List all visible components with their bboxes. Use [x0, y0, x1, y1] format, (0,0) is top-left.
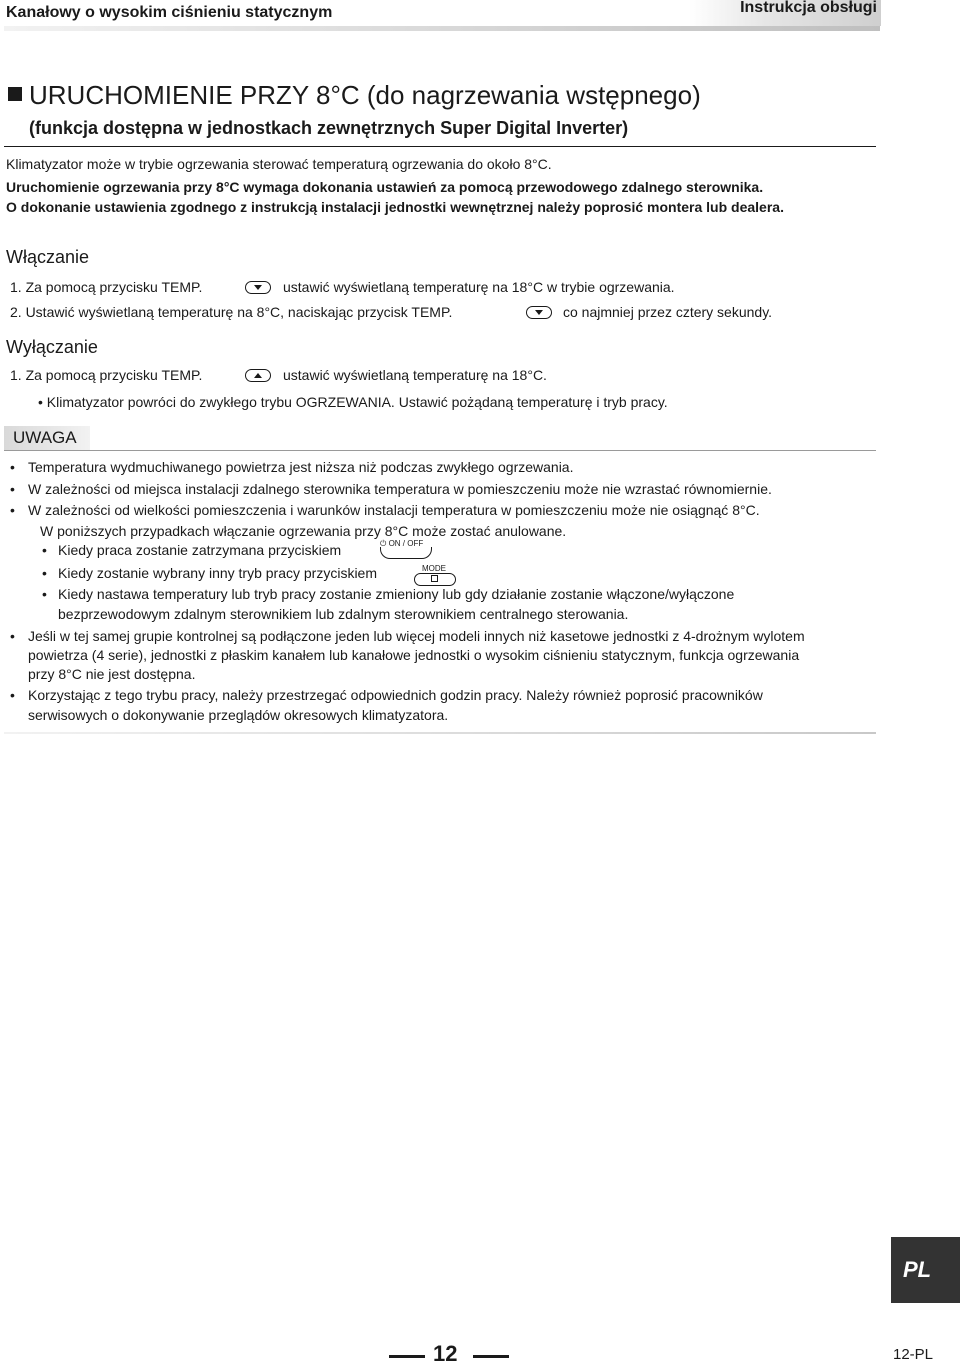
- note-sub-3-line-1: Kiedy nastawa temperatury lub tryb pracy zostanie zmieniony lub gdy działanie zostanie włączone/wyłączone: [58, 586, 735, 602]
- note-bullet-3: W zależności od wielkości pomieszczenia i warunków instalacji temperatura w pomieszczeniu może nie osiągnąć 8°C.: [28, 502, 760, 518]
- bullet-dot: •: [42, 565, 47, 581]
- header-manual-type: [689, 0, 881, 26]
- down-arrow-icon: [535, 310, 543, 315]
- note-bullet-5-line-2: serwisowych o dokonywanie przeglądów okresowych klimatyzatora.: [28, 707, 449, 723]
- disable-heading: Wyłączanie: [6, 337, 98, 357]
- bullet-dot: •: [42, 542, 47, 558]
- section-end-rule: [4, 732, 876, 734]
- intro-line-3: O dokonanie ustawienia zgodnego z instrukcją instalacji jednostki wewnętrznej należy poprosić montera lub dealera.: [6, 199, 784, 215]
- note-cancel-intro: W poniższych przypadkach włączanie ogrzewania przy 8°C może zostać anulowane.: [40, 523, 567, 539]
- header-manual-type-label: Instrukcja obsługi: [740, 0, 877, 16]
- page-code: 12-PL: [893, 1346, 934, 1363]
- note-bullet-1: Temperatura wydmuchiwanego powietrza jest niższa niż podczas zwykłego ogrzewania.: [28, 459, 574, 475]
- disable-step-1-prefix: 1. Za pomocą przycisku TEMP.: [10, 367, 203, 383]
- bullet-dot: •: [10, 687, 15, 703]
- section-subtitle: (funkcja dostępna w jednostkach zewnętrznych Super Digital Inverter): [29, 118, 629, 138]
- enable-step-1-suffix: ustawić wyświetlaną temperaturę na 18°C w trybie ogrzewania.: [283, 279, 675, 295]
- note-bullet-4-line-2: powietrza (4 serie), jednostki z płaskim kanałem lub kanałowe jednostki o wysokim ciśnieniu statycznym, funkcja ogrzewania: [28, 647, 800, 663]
- header-rule: [4, 26, 880, 31]
- section-square-marker: [8, 87, 22, 101]
- temp-up-button-icon: [245, 369, 271, 382]
- up-arrow-icon: [254, 373, 262, 378]
- enable-step-2-prefix: 2. Ustawić wyświetlaną temperaturę na 8°C, naciskając przycisk TEMP.: [10, 304, 453, 320]
- section-title: URUCHOMIENIE PRZY 8°C (do nagrzewania wstępnego): [29, 80, 701, 110]
- note-bullet-4-line-1: Jeśli w tej samej grupie kontrolnej są podłączone jeden lub więcej modeli innych niż kasetowe jednostki z 4-drożnym wylotem: [28, 628, 805, 644]
- intro-line-1: Klimatyzator może w trybie ogrzewania sterować temperaturą ogrzewania do około 8°C.: [6, 156, 552, 172]
- enable-step-2-suffix: co najmniej przez cztery sekundy.: [563, 304, 773, 320]
- note-label: UWAGA: [4, 426, 90, 450]
- note-sub-1: Kiedy praca zostanie zatrzymana przyciskiem: [58, 542, 342, 558]
- power-icon: ⏻: [380, 539, 387, 548]
- note-sub-3-line-2: bezprzewodowym zdalnym sterownikiem lub zdalnym sterownikiem centralnego sterowania.: [58, 606, 629, 622]
- bullet-dot: •: [42, 586, 47, 602]
- bullet-dot: •: [10, 481, 15, 497]
- page-number-dash-right: [473, 1355, 509, 1358]
- header-document-title: Kanałowy o wysokim ciśnieniu statycznym: [6, 4, 333, 21]
- note-bullet-4-line-3: przy 8°C nie jest dostępna.: [28, 666, 196, 682]
- bullet-dot: •: [10, 459, 15, 475]
- mode-button-label: MODE: [422, 564, 446, 573]
- mode-icon: [431, 575, 438, 582]
- title-rule: [4, 146, 876, 147]
- bullet-dot: •: [10, 502, 15, 518]
- intro-line-2: Uruchomienie ogrzewania przy 8°C wymaga dokonania ustawień za pomocą przewodowego zdalnego sterownika.: [6, 179, 764, 195]
- enable-step-1-prefix: 1. Za pomocą przycisku TEMP.: [10, 279, 203, 295]
- onoff-label-text: ON / OFF: [388, 539, 424, 548]
- onoff-button-icon: [380, 547, 432, 559]
- page-number-dash-left: [389, 1355, 425, 1358]
- note-bullet-5-line-1: Korzystając z tego trybu pracy, należy przestrzegać odpowiednich godzin pracy. Należy również poprosić pracowników: [28, 687, 763, 703]
- disable-bullet: • Klimatyzator powróci do zwykłego trybu OGRZEWANIA. Ustawić pożądaną temperaturę i tryb pracy.: [38, 394, 668, 410]
- down-arrow-icon: [254, 285, 262, 290]
- bullet-dot: •: [10, 628, 15, 644]
- disable-step-1-suffix: ustawić wyświetlaną temperaturę na 18°C.: [283, 367, 547, 383]
- page-number: 12: [433, 1341, 458, 1366]
- temp-down-button-icon: [245, 281, 271, 294]
- note-bullet-2: W zależności od miejsca instalacji zdalnego sterownika temperatura w pomieszczeniu może nie wzrastać równomiernie.: [28, 481, 772, 497]
- language-tab: PL: [891, 1237, 960, 1303]
- temp-down-button-icon: [526, 306, 552, 319]
- note-sub-2: Kiedy zostanie wybrany inny tryb pracy przyciskiem: [58, 565, 378, 581]
- enable-heading: Włączanie: [6, 247, 90, 267]
- note-rule: [4, 450, 876, 451]
